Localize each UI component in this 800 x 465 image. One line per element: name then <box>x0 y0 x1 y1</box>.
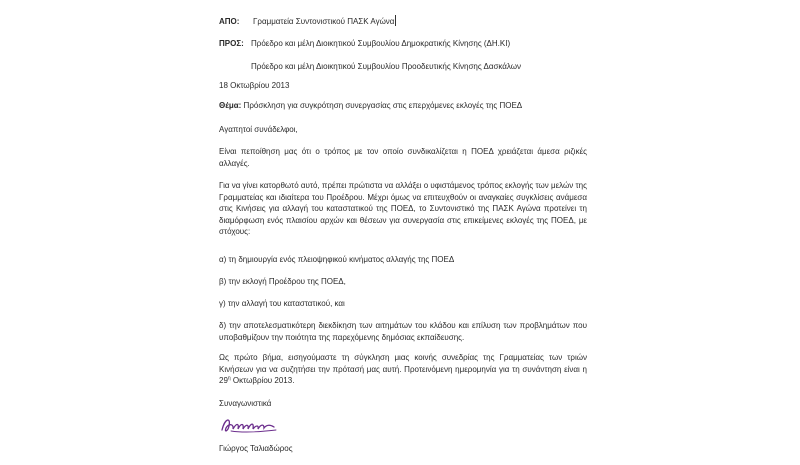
goal-item-a: α) τη δημιουργία ενός πλειοψηφικού κινήματος αλλαγής της ΠΟΕΔ <box>219 255 455 264</box>
handwritten-signature <box>219 414 279 436</box>
closing-after: Οκτωβρίου 2013. <box>230 376 295 385</box>
goal-item-b: β) την εκλογή Προέδρου της ΠΟΕΔ, <box>219 277 346 286</box>
signer-name: Γιώργος Ταλιαδώρος <box>219 444 293 453</box>
body-paragraph: Για να γίνει κατορθωτό αυτό, πρέπει πρώτιστα να αλλάξει ο υφιστάμενος τρόπος εκλογής των μελών της Γραμματείας και ιδιαίτερα του Προέδρου. Μέχρι όμως να επιτευχθούν οι αναγκαίες συγκλίσεις ανάμεσα στις Κινήσεις για αλλαγή του καταστατικού της ΠΟΕΔ, το Συντονιστικό της ΠΑΣΚ Αγώνα προτείνει τη διαμόρφωση ενός πλαισίου αρχών και θέσεων για συνεργασία στις επικείμενες εκλογές της ΠΟΕΔ, με στόχους: <box>219 181 587 236</box>
from-value: Γραμματεία Συντονιστικού ΠΑΣΚ Αγώνα <box>253 17 395 26</box>
to-line-2 <box>251 61 521 73</box>
intro-paragraph: Είναι πεποίθηση μας ότι ο τρόπος με τον οποίο συνδικαλίζεται η ΠΟΕΔ χρειάζεται άμεσα ριζικές αλλαγές. <box>219 147 587 168</box>
subject-text: Πρόσκληση για συγκρότηση συνεργασίας στις επερχόμενες εκλογές της ΠΟΕΔ <box>243 101 523 110</box>
goal-item-d: δ) την αποτελεσματικότερη διεκδίκηση των αιτημάτων του κλάδου και επίλυση των προβλημάτων που υποβαθμίζουν την ποιότητα της παρεχόμενης δημόσιας εκπαίδευσης. <box>219 321 587 342</box>
date-superscript: η <box>227 375 231 382</box>
signoff: Συναγωνιστικά <box>219 399 272 408</box>
to-value-1: Πρόεδρο και μέλη Διοικητικού Συμβουλίου Δημοκρατικής Κίνησης (ΔΗ.ΚΙ) <box>251 39 511 48</box>
to-label: ΠΡΟΣ: <box>219 39 244 48</box>
letter-date: 18 Οκτωβρίου 2013 <box>219 81 290 90</box>
goal-item-c: γ) την αλλαγή του καταστατικού, και <box>219 299 345 308</box>
greeting: Αγαπητοί συνάδελφοι, <box>219 125 298 134</box>
closing-paragraph <box>219 352 587 387</box>
subject-label: Θέμα: <box>219 101 242 110</box>
to-line-1 <box>219 38 510 50</box>
closing-text: Ως πρώτο βήμα, εισηγούμαστε τη σύγκληση μιας κοινής συνεδρίας της Γραμματείας των τριών Κινήσεων για να συζητήσει την πρότασή μας αυτή. Προτεινόμενη ημερομηνία για τη συνάντηση είναι η 29 <box>219 353 587 385</box>
from-label: ΑΠΟ: <box>219 17 240 26</box>
subject-line <box>219 100 522 112</box>
text-cursor <box>395 15 396 26</box>
from-line <box>219 15 396 28</box>
to-value-2: Πρόεδρο και μέλη Διοικητικού Συμβουλίου Προοδευτικής Κίνησης Δασκάλων <box>251 62 522 71</box>
